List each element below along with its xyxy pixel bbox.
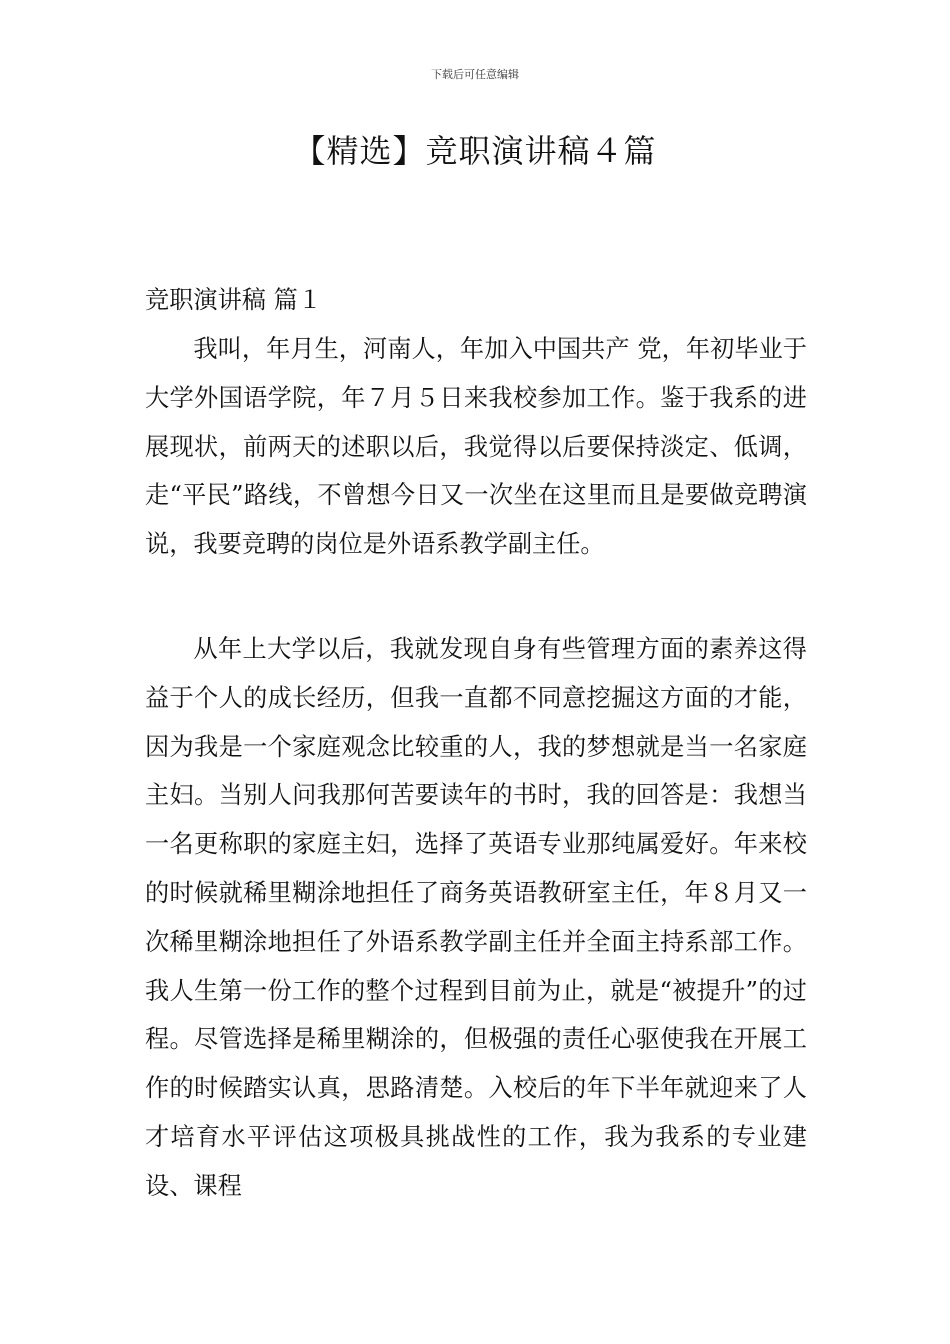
header-note: 下载后可任意编辑: [431, 68, 519, 81]
paragraph-2: 从年上大学以后，我就发现自身有些管理方面的素养这得益于个人的成长经历，但我一直都不同意挖掘这方面的才能，因为我是一个家庭观念比较重的人，我的梦想就是当一名家庭主妇。当别人问我那何苦要读年的书时，我的回答是：我想当一名更称职的家庭主妇，选择了英语专业那纯属爱好。年来校的时候就稀里糊涂地担任了商务英语教研室主任，年８月又一次稀里糊涂地担任了外语系教学副主任并全面主持系部工作。我人生第一份工作的整个过程到目前为止，就是“被提升”的过程。尽管选择是稀里糊涂的，但极强的责任心驱使我在开展工作的时候踏实认真，思路清楚。入校后的年下半年就迎来了人才培育水平评估这项极具挑战性的工作，我为我系的专业建设、课程: [145, 635, 807, 1200]
paragraph-1: 我叫，年月生，河南人，年加入中国共产 党，年初毕业于大学外国语学院，年７月５日来我校参加工作。鉴于我系的进展现状，前两天的述职以后，我觉得以后要保持淡定、低调，走“平民”路线，不曾想今日又一次坐在这里而且是要做竞聘演说，我要竞聘的岗位是外语系教学副主任。: [145, 335, 807, 559]
document-title: 【精选】竞职演讲稿４篇: [293, 132, 657, 170]
section-heading: 竞职演讲稿 篇１: [145, 286, 323, 314]
